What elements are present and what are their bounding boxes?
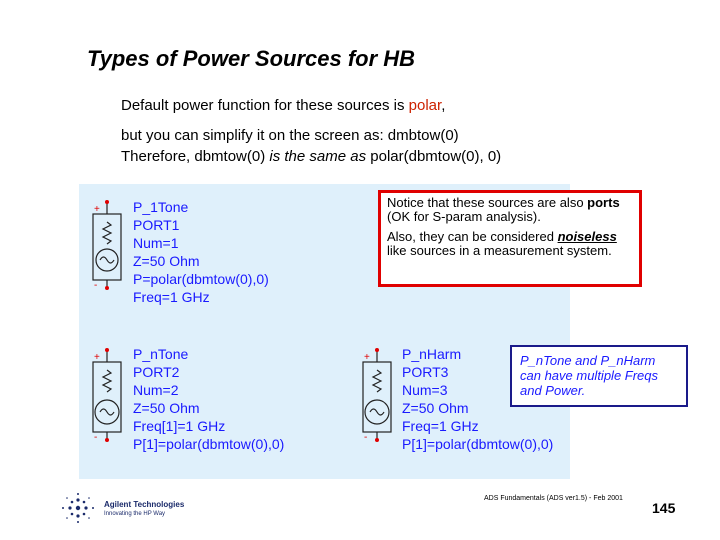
note-bold-underlined: noiseless — [557, 229, 617, 244]
svg-text:-: - — [94, 432, 98, 443]
intro-text: Therefore, dbmtow(0) — [121, 148, 270, 165]
param-line: PORT1 — [133, 217, 180, 233]
note-bold: ports — [587, 195, 620, 210]
course-footer: ADS Fundamentals (ADS ver1.5) - Feb 2001 — [484, 495, 623, 502]
source-type-label: P_nHarm — [402, 346, 462, 362]
p1tone-source-symbol[interactable] — [88, 192, 126, 292]
param-line: Freq=1 GHz — [402, 418, 479, 434]
svg-text:+: + — [364, 352, 370, 363]
note-text: like sources in a measurement system. — [387, 243, 612, 258]
param-line: P[1]=polar(dbmtow(0),0) — [133, 436, 285, 452]
intro-italic: is the same as — [269, 148, 367, 165]
intro-text: , — [441, 97, 446, 114]
logo-company-name: Agilent Technologies — [104, 500, 185, 509]
param-line: PORT2 — [133, 364, 180, 380]
intro-text: Default power function for these sources is — [121, 97, 409, 114]
source-type-label: P_1Tone — [133, 199, 189, 215]
intro-line-3 — [121, 148, 501, 165]
note-text: Also, they can be considered — [387, 229, 558, 244]
ports-note-box — [378, 190, 642, 287]
svg-text:+: + — [94, 352, 100, 363]
logo-tagline: Innovating the HP Way — [104, 511, 166, 517]
agilent-spark-icon — [58, 490, 98, 526]
param-line: Freq=1 GHz — [133, 289, 210, 305]
pntone-source-symbol[interactable] — [88, 340, 126, 445]
multi-freq-note-box: P_nTone and P_nHarm can have multiple Freqs and Power. — [510, 345, 688, 407]
source-type-label: P_nTone — [133, 346, 189, 362]
pntone-parameters — [133, 345, 284, 453]
param-line: P=polar(dbmtow(0),0) — [133, 271, 269, 287]
svg-text:-: - — [94, 280, 98, 291]
note-text: Notice that these sources are also — [387, 195, 588, 210]
param-line: Z=50 Ohm — [133, 253, 200, 269]
ports-note-paragraph — [387, 196, 633, 224]
param-line: Num=2 — [133, 382, 179, 398]
p1tone-parameters — [133, 198, 269, 306]
param-line: Num=1 — [133, 235, 179, 251]
param-line: Z=50 Ohm — [402, 400, 469, 416]
noiseless-note-paragraph — [387, 230, 633, 258]
param-line: PORT3 — [402, 364, 449, 380]
agilent-logo — [58, 490, 188, 526]
param-line: P[1]=polar(dbmtow(0),0) — [402, 436, 554, 452]
slide-title: Types of Power Sources for HB — [87, 46, 416, 71]
pnharm-source-symbol[interactable] — [358, 340, 396, 445]
intro-line-2: but you can simplify it on the screen as: dmbtow(0) — [121, 127, 459, 144]
param-line: Z=50 Ohm — [133, 400, 200, 416]
intro-text: polar(dbmtow(0), 0) — [366, 148, 502, 165]
svg-text:+: + — [94, 204, 100, 215]
note-text: (OK for S-param analysis). — [387, 209, 541, 224]
polar-highlight: polar — [408, 97, 442, 114]
page-number: 145 — [652, 500, 676, 516]
param-line: Num=3 — [402, 382, 448, 398]
intro-line-1 — [121, 97, 445, 114]
svg-text:-: - — [364, 432, 368, 443]
param-line: Freq[1]=1 GHz — [133, 418, 226, 434]
